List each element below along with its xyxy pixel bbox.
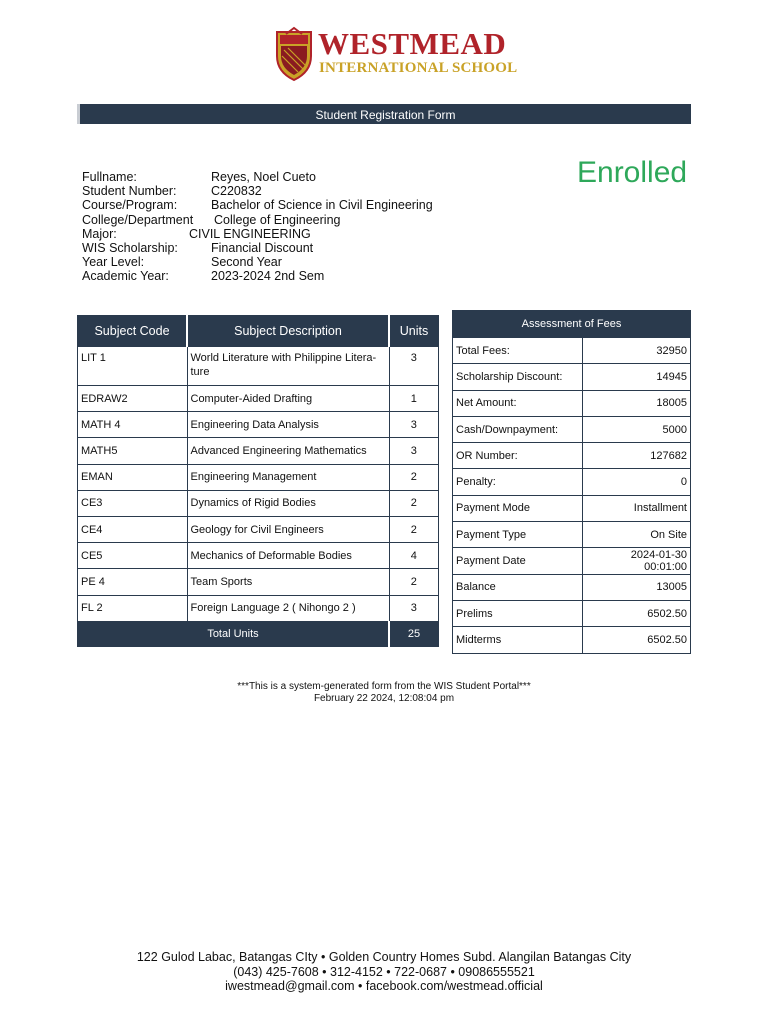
fee-value: 6502.50 <box>583 627 691 653</box>
fee-value: Installment <box>583 495 691 521</box>
fee-value: 5000 <box>583 416 691 442</box>
subject-code: EMAN <box>78 464 188 490</box>
fee-value: 14945 <box>583 364 691 390</box>
fee-value: 6502.50 <box>583 600 691 626</box>
info-label: Major: <box>82 226 117 241</box>
subject-description: Geology for Civil Engineers <box>187 516 389 542</box>
fee-value: 13005 <box>583 574 691 600</box>
info-value: 2023-2024 2nd Sem <box>211 269 325 284</box>
fee-label: Cash/Downpayment: <box>453 416 583 442</box>
fee-label: Balance <box>453 574 583 600</box>
info-value: Second Year <box>211 255 282 270</box>
table-row <box>453 495 691 521</box>
info-label: Student Number: <box>82 184 177 199</box>
subject-description: Computer-Aided Drafting <box>187 386 389 412</box>
info-label: Academic Year: <box>82 269 169 284</box>
info-label: Year Level: <box>82 255 145 270</box>
table-row <box>78 516 439 542</box>
subject-description: Foreign Language 2 ( Nihongo 2 ) <box>187 595 389 621</box>
generated-timestamp: February 22 2024, 12:08:04 pm <box>313 693 455 704</box>
subject-description: World Literature with Philippine Litera- ture <box>187 347 389 386</box>
table-row <box>78 543 439 569</box>
subject-code: PE 4 <box>78 569 188 595</box>
fee-value: 0 <box>583 469 691 495</box>
total-units-row <box>78 621 439 646</box>
subject-description: Dynamics of Rigid Bodies <box>187 490 389 516</box>
table-row <box>453 627 691 653</box>
column-header: Units <box>389 316 439 347</box>
info-label: College/Department <box>82 212 194 227</box>
address-line: 122 Gulod Labac, Batangas CIty • Golden Country Homes Subd. Alangilan Batangas City <box>136 950 632 964</box>
subject-description: Mechanics of Deformable Bodies <box>187 543 389 569</box>
subject-units: 2 <box>389 490 439 516</box>
column-header: Subject Description <box>187 316 389 347</box>
subject-description: Engineering Data Analysis <box>187 412 389 438</box>
subject-code: CE3 <box>78 490 188 516</box>
subject-description: Team Sports <box>187 569 389 595</box>
subject-units: 1 <box>389 386 439 412</box>
subject-code: MATH 4 <box>78 412 188 438</box>
total-units-label: Total Units <box>78 621 390 646</box>
info-label: Fullname: <box>82 170 137 184</box>
fee-label: OR Number: <box>453 443 583 469</box>
subject-code: MATH5 <box>78 438 188 464</box>
system-note-text: ***This is a system-generated form from the WIS Student Portal*** <box>237 681 531 692</box>
subject-code: EDRAW2 <box>78 386 188 412</box>
fee-label: Penalty: <box>453 469 583 495</box>
school-address <box>0 950 768 994</box>
fee-label: Prelims <box>453 600 583 626</box>
fee-label: Payment Mode <box>453 495 583 521</box>
fee-label: Midterms <box>453 627 583 653</box>
table-header-row <box>78 316 439 347</box>
table-row <box>453 390 691 416</box>
fee-label: Payment Type <box>453 522 583 548</box>
fee-value: 32950 <box>583 338 691 364</box>
school-name: WESTMEAD <box>318 26 507 61</box>
table-row <box>453 364 691 390</box>
info-label: Course/Program: <box>82 198 178 213</box>
fee-label: Net Amount: <box>453 390 583 416</box>
fees-table <box>452 310 691 654</box>
subject-description: Advanced Engineering Mathematics <box>187 438 389 464</box>
subject-description: Engineering Management <box>187 464 389 490</box>
contact-line: iwestmead@gmail.com • facebook.com/westmead.official <box>225 979 543 993</box>
table-row <box>453 600 691 626</box>
fee-label: Total Fees: <box>453 338 583 364</box>
subject-code: LIT 1 <box>78 347 188 386</box>
subject-units: 2 <box>389 464 439 490</box>
table-row <box>78 347 439 386</box>
subject-code: CE5 <box>78 543 188 569</box>
total-units-value: 25 <box>389 621 439 646</box>
system-note <box>0 681 768 705</box>
table-row <box>453 469 691 495</box>
subject-units: 2 <box>389 569 439 595</box>
fee-value: 127682 <box>583 443 691 469</box>
subjects-table <box>77 315 439 647</box>
table-row <box>453 522 691 548</box>
info-value: Bachelor of Science in Civil Engineering <box>211 198 433 213</box>
form-title-bar: Student Registration Form <box>77 104 691 124</box>
fee-value: On Site <box>583 522 691 548</box>
table-header-row <box>453 311 691 338</box>
info-value: Reyes, Noel Cueto <box>211 170 316 184</box>
info-value: Financial Discount <box>211 240 314 255</box>
fees-title: Assessment of Fees <box>453 311 691 338</box>
subject-units: 3 <box>389 347 439 386</box>
table-row <box>78 464 439 490</box>
enrollment-status: Enrolled <box>577 156 688 189</box>
fee-label: Payment Date <box>453 548 583 574</box>
table-row <box>453 574 691 600</box>
info-value: College of Engineering <box>214 212 341 227</box>
table-row <box>78 438 439 464</box>
table-row <box>453 548 691 574</box>
school-crest-icon <box>274 26 314 82</box>
subject-units: 3 <box>389 595 439 621</box>
info-value: CIVIL ENGINEERING <box>189 226 311 241</box>
table-row <box>78 569 439 595</box>
subject-code: FL 2 <box>78 595 188 621</box>
table-row <box>453 338 691 364</box>
school-logo <box>274 26 518 84</box>
fee-label: Scholarship Discount: <box>453 364 583 390</box>
subject-units: 2 <box>389 516 439 542</box>
table-row <box>78 386 439 412</box>
fee-value: 2024-01-30 00:01:00 <box>583 548 691 574</box>
subject-units: 3 <box>389 412 439 438</box>
column-header: Subject Code <box>78 316 188 347</box>
subject-units: 3 <box>389 438 439 464</box>
info-value: C220832 <box>211 184 262 199</box>
fee-value: 18005 <box>583 390 691 416</box>
phone-line: (043) 425-7608 • 312-4152 • 722-0687 • 09086555521 <box>233 964 535 979</box>
table-row <box>453 443 691 469</box>
school-subtitle: INTERNATIONAL SCHOOL <box>319 60 518 76</box>
info-label: WIS Scholarship: <box>82 240 178 255</box>
table-row <box>78 412 439 438</box>
table-row <box>453 416 691 442</box>
table-row <box>78 490 439 516</box>
table-row <box>78 595 439 621</box>
subject-code: CE4 <box>78 516 188 542</box>
subject-units: 4 <box>389 543 439 569</box>
